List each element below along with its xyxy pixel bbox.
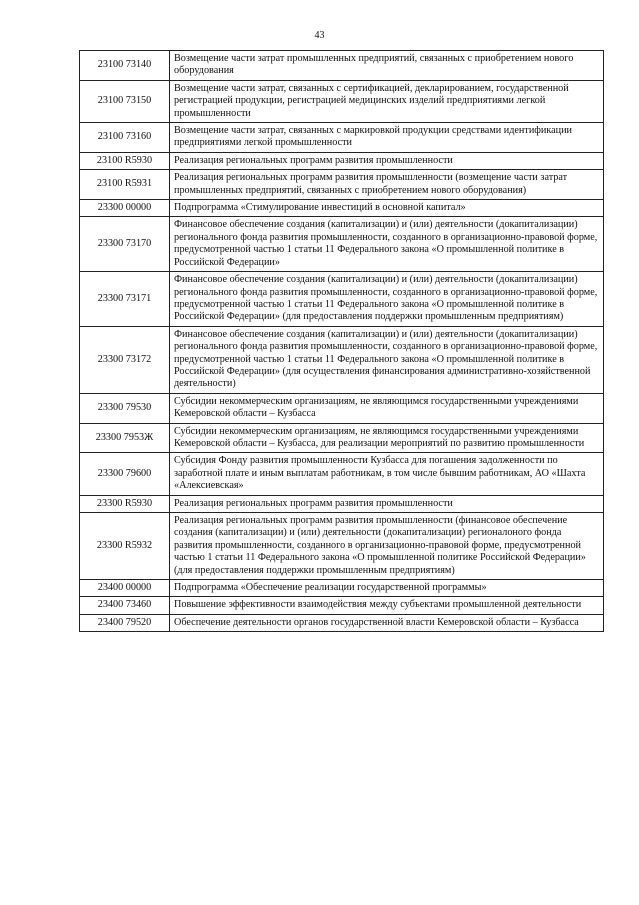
row-description: Реализация региональных программ развития промышленности — [170, 152, 604, 169]
row-code: 23100 73160 — [80, 123, 170, 153]
row-description: Финансовое обеспечение создания (капитализации) и (или) деятельности (докапитализации) регионального фонда развития промышленности, созданного в организационно-правовой форме, предусмотренной частью 1 статьи 11 Федерального закона «О промышленной политике в Российской Федерации» — [170, 217, 604, 272]
row-code: 23300 00000 — [80, 200, 170, 217]
table-row — [80, 423, 604, 453]
table-row — [80, 217, 604, 272]
row-description: Возмещение части затрат промышленных предприятий, связанных с приобретением нового оборудования — [170, 51, 604, 81]
table-row — [80, 170, 604, 200]
row-code: 23300 79530 — [80, 393, 170, 423]
row-description: Субсидии некоммерческим организациям, не являющимся государственными учреждениями Кемеровской области – Кузбасса — [170, 393, 604, 423]
row-code: 23400 00000 — [80, 580, 170, 597]
row-description: Подпрограмма «Стимулирование инвестиций в основной капитал» — [170, 200, 604, 217]
table-row — [80, 453, 604, 495]
row-code: 23400 73460 — [80, 597, 170, 614]
row-description: Субсидии некоммерческим организациям, не являющимся государственными учреждениями Кемеровской области – Кузбасса, для реализации мероприятий по развитию промышленности — [170, 423, 604, 453]
row-description: Обеспечение деятельности органов государственной власти Кемеровской области – Кузбасса — [170, 614, 604, 631]
row-code: 23300 R5930 — [80, 495, 170, 512]
row-code: 23300 73171 — [80, 272, 170, 327]
row-description: Возмещение части затрат, связанных с сертификацией, декларированием, государственной регистрацией продукции, регистрацией медицинских изделий предприятиями легкой промышленности — [170, 80, 604, 122]
row-description: Повышение эффективности взаимодействия между субъектами промышленной деятельности — [170, 597, 604, 614]
table-row — [80, 326, 604, 393]
row-description: Финансовое обеспечение создания (капитализации) и (или) деятельности (докапитализации) регионального фонда развития промышленности, созданного в организационно-правовой форме, предусмотренной частью 1 статьи 11 Федерального закона «О промышленной политике в Российской Федерации» (для осуществления финансирования административно-хозяйственной деятельности) — [170, 326, 604, 393]
row-description: Реализация региональных программ развития промышленности — [170, 495, 604, 512]
row-code: 23300 73172 — [80, 326, 170, 393]
row-code: 23100 R5931 — [80, 170, 170, 200]
row-description: Финансовое обеспечение создания (капитализации) и (или) деятельности (докапитализации) регионального фонда развития промышленности, созданного в организационно-правовой форме, предусмотренной частью 1 статьи 11 Федерального закона «О промышленной политике в Российской Федерации» (для предоставления поддержки промышленным предприятиям) — [170, 272, 604, 327]
row-description: Реализация региональных программ развития промышленности (возмещение части затрат промышленных предприятий, связанных с приобретением нового оборудования) — [170, 170, 604, 200]
table-row — [80, 152, 604, 169]
table-row — [80, 580, 604, 597]
row-code: 23300 73170 — [80, 217, 170, 272]
row-description: Подпрограмма «Обеспечение реализации государственной программы» — [170, 580, 604, 597]
table-row — [80, 513, 604, 580]
row-description: Реализация региональных программ развития промышленности (финансовое обеспечение создания (капитализации) и (или) деятельности (докапитализации) регионалоного фонда развития промышленности, созданного в организационно-правовой форме, предусмотренной частью 1 статьи 11 Федерального закона «О промышленной политике Российской Федерации» (для предоставления поддержки промышленным предприятиям) — [170, 513, 604, 580]
table-row — [80, 51, 604, 81]
row-code: 23100 R5930 — [80, 152, 170, 169]
row-code: 23100 73140 — [80, 51, 170, 81]
row-code: 23400 79520 — [80, 614, 170, 631]
table-row — [80, 272, 604, 327]
row-code: 23100 73150 — [80, 80, 170, 122]
table-row — [80, 80, 604, 122]
row-code: 23300 R5932 — [80, 513, 170, 580]
table-row — [80, 614, 604, 631]
budget-classification-table — [79, 50, 604, 632]
row-code: 23300 7953Ж — [80, 423, 170, 453]
table-row — [80, 393, 604, 423]
page-number: 43 — [314, 30, 325, 41]
row-description: Субсидия Фонду развития промышленности Кузбасса для погашения задолженности по заработной плате и иным выплатам работникам, в том числе бывшим работникам, АО «Шахта «Алексиевская» — [170, 453, 604, 495]
table-row — [80, 200, 604, 217]
table-row — [80, 495, 604, 512]
table-row — [80, 597, 604, 614]
table-row — [80, 123, 604, 153]
row-code: 23300 79600 — [80, 453, 170, 495]
row-description: Возмещение части затрат, связанных с маркировкой продукции средствами идентификации предприятиями легкой промышленности — [170, 123, 604, 153]
